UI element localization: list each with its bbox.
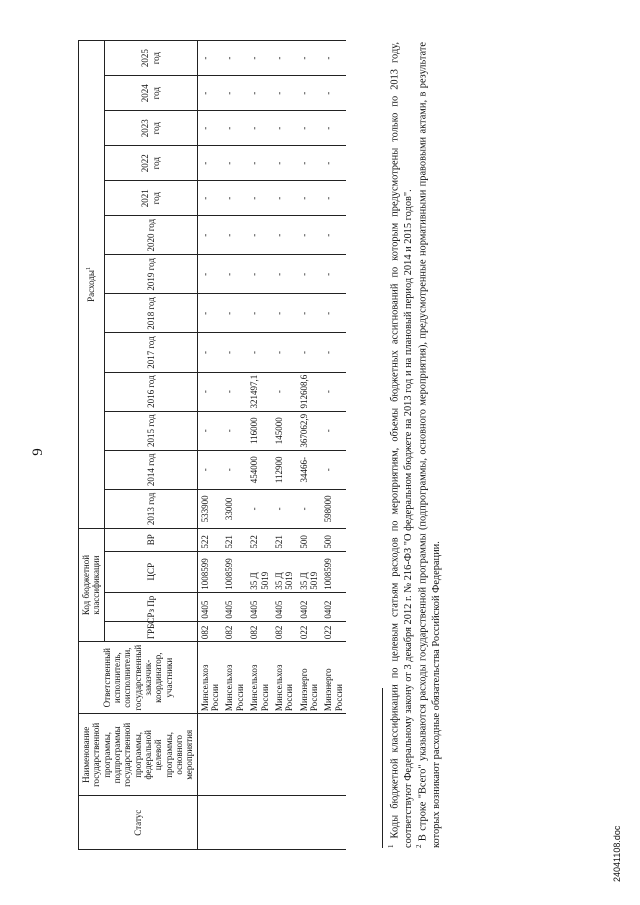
value-cell: 33000 xyxy=(222,489,247,528)
executor-cell: Минсельхоз России xyxy=(222,642,247,714)
value-cell: - xyxy=(272,255,297,294)
value-cell: 367062,9 xyxy=(297,411,322,450)
value-cell: - xyxy=(222,333,247,372)
rzpr-cell: 0405 xyxy=(247,592,272,621)
value-cell: - xyxy=(247,216,272,255)
grbs-cell: 082 xyxy=(197,621,222,642)
col-expenses-header: Расходы$^1$ xyxy=(79,41,105,529)
value-cell: - xyxy=(321,146,346,181)
value-cell: - xyxy=(272,294,297,333)
executor-cell: Минсельхоз России xyxy=(272,642,297,714)
value-cell: - xyxy=(197,255,222,294)
value-cell: 454000 xyxy=(247,450,272,489)
name-cell xyxy=(222,714,247,796)
value-cell: - xyxy=(222,111,247,146)
value-cell: - xyxy=(321,294,346,333)
executor-cell: Минсельхоз России xyxy=(197,642,222,714)
value-cell: - xyxy=(321,372,346,411)
value-cell: - xyxy=(247,111,272,146)
rzpr-cell: 0405 xyxy=(272,592,297,621)
name-cell xyxy=(321,714,346,796)
value-cell: - xyxy=(222,41,247,76)
table-row xyxy=(197,41,222,850)
value-cell: 533900 xyxy=(197,489,222,528)
year-header: 2021 год xyxy=(104,181,197,216)
budget-table xyxy=(78,40,346,850)
year-header: 2015 год xyxy=(104,411,197,450)
table-row xyxy=(321,41,346,850)
csr-cell: 35 Д 5019 xyxy=(272,551,297,592)
vr-cell: 500 xyxy=(297,528,322,551)
value-cell: - xyxy=(321,41,346,76)
col-budget-code-header: Код бюджетной классификации xyxy=(79,528,105,641)
grbs-cell: 082 xyxy=(272,621,297,642)
page-number: 9 xyxy=(30,448,46,456)
value-cell: - xyxy=(247,255,272,294)
value-cell: 321497,1 xyxy=(247,372,272,411)
vr-cell: 522 xyxy=(247,528,272,551)
value-cell: - xyxy=(297,294,322,333)
value-cell: 34466- xyxy=(297,450,322,489)
status-cell xyxy=(197,796,222,850)
footnote-rule xyxy=(382,688,383,848)
value-cell: - xyxy=(297,76,322,111)
csr-cell: 1008599 xyxy=(197,551,222,592)
footnote-1: $^1$ Коды бюджетной классификации по целевым статьям расходов по мероприятиям, объемы бюджетных ассигнований по которым предусмотрены только по 2013 году, соответствуют Федеральному закону от 3 декабря 2012 г. № 216-ФЗ "О федеральном бюджете на 2013 год и на плановый период 2014 и 2015 годов". xyxy=(387,42,414,848)
value-cell: 145000 xyxy=(272,411,297,450)
value-cell: - xyxy=(197,333,222,372)
year-header: 2025 год xyxy=(104,41,197,76)
value-cell: - xyxy=(321,255,346,294)
vr-cell: 521 xyxy=(272,528,297,551)
value-cell: - xyxy=(222,372,247,411)
value-cell: - xyxy=(321,216,346,255)
value-cell: - xyxy=(272,333,297,372)
value-cell: - xyxy=(247,294,272,333)
value-cell: - xyxy=(197,146,222,181)
rzpr-cell: 0405 xyxy=(197,592,222,621)
value-cell: - xyxy=(197,411,222,450)
value-cell: - xyxy=(272,146,297,181)
value-cell: - xyxy=(197,41,222,76)
value-cell: - xyxy=(272,76,297,111)
col-rzpr-header: Рз Пр xyxy=(104,592,197,621)
grbs-cell: 022 xyxy=(321,621,346,642)
status-cell xyxy=(272,796,297,850)
executor-cell: Минэнерго России xyxy=(321,642,346,714)
value-cell: - xyxy=(197,181,222,216)
value-cell: - xyxy=(222,146,247,181)
value-cell: - xyxy=(297,489,322,528)
value-cell: 112900 xyxy=(272,450,297,489)
value-cell: - xyxy=(272,181,297,216)
col-executor-header: Ответственный исполнитель, соисполнители, государственный заказчик-координатор, участники xyxy=(79,642,198,714)
value-cell: - xyxy=(321,411,346,450)
rzpr-cell: 0402 xyxy=(321,592,346,621)
csr-cell: 35 Д 5019 xyxy=(297,551,322,592)
rotated-page xyxy=(10,12,630,892)
value-cell: - xyxy=(247,333,272,372)
executor-cell: Минэнерго России xyxy=(297,642,322,714)
year-header: 2017 год xyxy=(104,333,197,372)
table-row xyxy=(297,41,322,850)
col-name-header: Наименование государственной программы, подпрограммы государственной программы, федеральной целевой программы, основного мероприятия xyxy=(79,714,198,796)
value-cell: - xyxy=(321,76,346,111)
value-cell: - xyxy=(197,372,222,411)
grbs-cell: 082 xyxy=(247,621,272,642)
value-cell: - xyxy=(297,333,322,372)
value-cell: - xyxy=(222,181,247,216)
value-cell: - xyxy=(247,146,272,181)
table-body xyxy=(197,41,346,850)
grbs-cell: 022 xyxy=(297,621,322,642)
footnote-2: $^2$ В строке "Всего" указываются расходы государственной программы (подпрограммы, основного мероприятия), предусмотренные нормативными правовыми актами, в результате которых возникают расходные обязательства Российской Федерации. xyxy=(415,42,442,848)
value-cell: - xyxy=(272,489,297,528)
value-cell: - xyxy=(272,41,297,76)
value-cell: - xyxy=(297,216,322,255)
value-cell: - xyxy=(297,111,322,146)
status-cell xyxy=(321,796,346,850)
year-header: 2020 год xyxy=(104,216,197,255)
value-cell: - xyxy=(222,76,247,111)
value-cell: - xyxy=(272,111,297,146)
value-cell: - xyxy=(247,181,272,216)
value-cell: - xyxy=(222,294,247,333)
vr-cell: 522 xyxy=(197,528,222,551)
value-cell: - xyxy=(272,216,297,255)
value-cell: - xyxy=(272,372,297,411)
value-cell: - xyxy=(197,216,222,255)
table-row xyxy=(222,41,247,850)
col-vr-header: ВР xyxy=(104,528,197,551)
name-cell xyxy=(272,714,297,796)
year-header: 2024 год xyxy=(104,76,197,111)
document-code: 24041108.doc xyxy=(612,825,622,882)
year-header: 2023 год xyxy=(104,111,197,146)
value-cell: - xyxy=(321,111,346,146)
value-cell: - xyxy=(197,111,222,146)
col-csr-header: ЦСР xyxy=(104,551,197,592)
footnotes xyxy=(382,42,443,848)
value-cell: - xyxy=(297,181,322,216)
value-cell: - xyxy=(247,41,272,76)
value-cell: - xyxy=(197,76,222,111)
value-cell: - xyxy=(297,146,322,181)
year-header: 2016 год xyxy=(104,372,197,411)
value-cell: 116000 xyxy=(247,411,272,450)
rzpr-cell: 0405 xyxy=(222,592,247,621)
csr-cell: 1008599 xyxy=(222,551,247,592)
rzpr-cell: 0402 xyxy=(297,592,322,621)
year-header: 2014 год xyxy=(104,450,197,489)
name-cell xyxy=(247,714,272,796)
value-cell: - xyxy=(247,489,272,528)
value-cell: - xyxy=(321,333,346,372)
status-cell xyxy=(222,796,247,850)
value-cell: - xyxy=(222,255,247,294)
year-header: 2018 год xyxy=(104,294,197,333)
col-grbs-header: ГРБС xyxy=(104,621,197,642)
value-cell: 598000 xyxy=(321,489,346,528)
value-cell: 912608,6 xyxy=(297,372,322,411)
col-status-header: Статус xyxy=(79,796,198,850)
value-cell: - xyxy=(222,411,247,450)
value-cell: - xyxy=(321,450,346,489)
executor-cell: Минсельхоз России xyxy=(247,642,272,714)
year-header: 2019 год xyxy=(104,255,197,294)
vr-cell: 500 xyxy=(321,528,346,551)
name-cell xyxy=(297,714,322,796)
value-cell: - xyxy=(321,181,346,216)
year-header: 2013 год xyxy=(104,489,197,528)
name-cell xyxy=(197,714,222,796)
table-row xyxy=(272,41,297,850)
table-row xyxy=(247,41,272,850)
value-cell: - xyxy=(222,216,247,255)
value-cell: - xyxy=(297,255,322,294)
vr-cell: 521 xyxy=(222,528,247,551)
year-header: 2022 год xyxy=(104,146,197,181)
grbs-cell: 082 xyxy=(222,621,247,642)
value-cell: - xyxy=(247,76,272,111)
value-cell: - xyxy=(197,294,222,333)
status-cell xyxy=(297,796,322,850)
value-cell: - xyxy=(297,41,322,76)
csr-cell: 35 Д 5019 xyxy=(247,551,272,592)
value-cell: - xyxy=(222,450,247,489)
value-cell: - xyxy=(197,450,222,489)
csr-cell: 1008599 xyxy=(321,551,346,592)
status-cell xyxy=(247,796,272,850)
